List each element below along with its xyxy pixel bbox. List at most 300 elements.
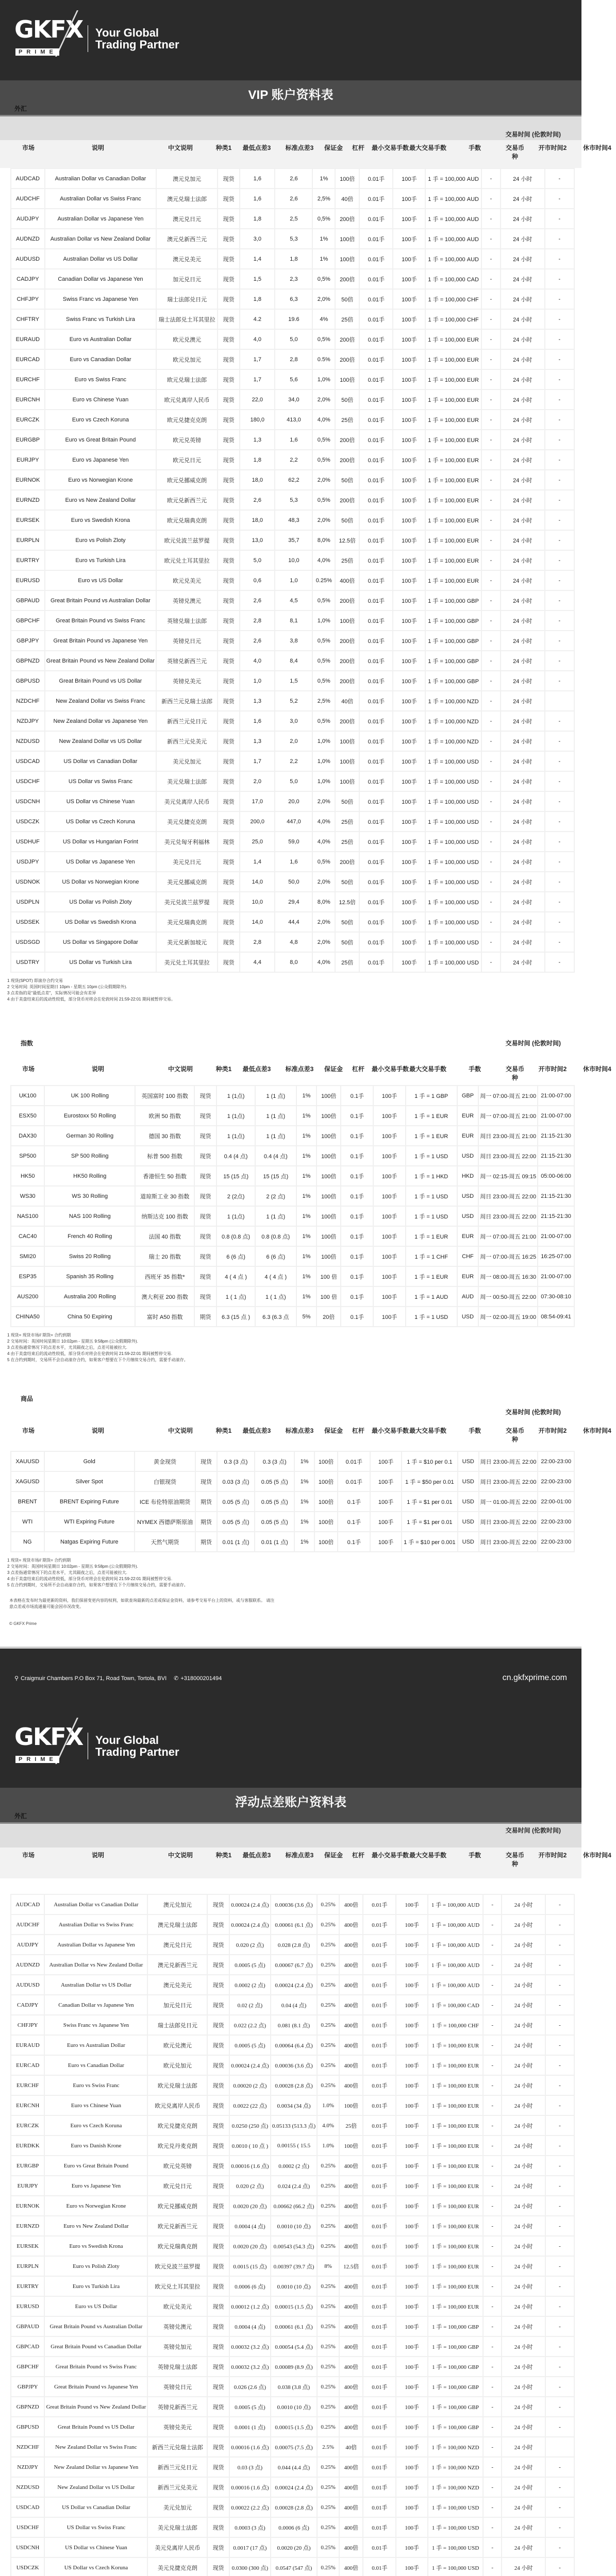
table-row <box>11 2316 574 2336</box>
table-cell: 1 (1 点) <box>255 1106 296 1126</box>
table-row <box>11 2497 574 2517</box>
table-cell: 24 小时 <box>501 771 545 791</box>
table-cell: EURSEK <box>11 2236 44 2256</box>
table-cell: 24 小时 <box>502 2497 545 2517</box>
table-cell: 22:00-23:00 <box>538 1451 574 1471</box>
table-cell: 24 小时 <box>501 410 545 430</box>
phone[interactable]: ✆ +318000201494 <box>174 1675 222 1682</box>
table-cell: 5,0 <box>275 329 312 349</box>
table-cell: US Dollar vs Singapore Dollar <box>45 932 156 952</box>
table-cell: 0.25% <box>317 2176 339 2196</box>
table-cell: 200倍 <box>335 430 359 450</box>
table-cell: - <box>545 872 574 892</box>
table-cell: 24 小时 <box>502 2216 545 2236</box>
table-cell: 0.00024 (2.4 点) <box>229 2055 271 2075</box>
table-cell: 0.0020 (20 点) <box>271 2537 317 2557</box>
table-cell: - <box>481 209 501 229</box>
table-cell: 1,3 <box>240 731 275 751</box>
table-cell: 0,5% <box>312 852 335 872</box>
table-cell: 400倍 <box>339 2316 363 2336</box>
table-row <box>11 168 574 189</box>
table-cell: 1 手 = 1 EUR <box>406 1106 457 1126</box>
table-cell: 0.01手 <box>359 872 393 892</box>
footnote: 1 现货= 现货市场// 期货= 合约到期 <box>7 1558 71 1563</box>
vip-commodities-head: 商品 交易时间 (伦敦时间) 市场 说明 中文说明 种类1 最低点差3 标准点差3 保证金 杠杆 最小交易手数 最大交易手数 手数 交易币种 开市时间2 休市时间4 <box>0 1379 581 1440</box>
table-cell: 100手 <box>393 369 425 389</box>
table-cell: 1,4 <box>240 249 275 269</box>
table-cell: 0.01手 <box>338 1451 370 1471</box>
table-cell: 400倍 <box>339 2075 363 2095</box>
table-row <box>11 430 574 450</box>
table-cell: Euro vs Turkish Lira <box>45 550 156 570</box>
table-cell: 100手 <box>370 1492 402 1512</box>
table-row <box>11 912 574 932</box>
table-cell: 1 手 = 100,000 GBP <box>428 2316 483 2336</box>
table-cell: Euro vs Canadian Dollar <box>44 2055 147 2075</box>
table-cell: 1% <box>296 1126 317 1146</box>
brand-tagline: Your Global Trading Partner <box>95 1733 179 1758</box>
table-cell: 100手 <box>373 1086 405 1106</box>
table-cell: 100手 <box>370 1471 402 1492</box>
table-cell: 1 手 = $1 per 0.01 <box>402 1492 458 1512</box>
table-cell: 24 小时 <box>502 2537 545 2557</box>
table-cell: - <box>481 510 501 530</box>
table-cell: - <box>545 2055 574 2075</box>
table-cell: 0.25% <box>317 2457 339 2477</box>
table-cell: 24 小时 <box>502 2377 545 2397</box>
table-cell: 1 手 = 100,000 EUR <box>428 2115 483 2136</box>
table-cell: New Zealand Dollar vs Swiss Franc <box>44 2437 147 2457</box>
table-cell: - <box>545 2557 574 2576</box>
table-cell: 24 小时 <box>502 1894 545 1914</box>
table-cell: 0.25% <box>317 1995 339 2015</box>
table-cell: 0.01手 <box>359 852 393 872</box>
table-cell: 现货 <box>194 1206 217 1226</box>
table-cell: - <box>481 711 501 731</box>
table-cell: 现货 <box>218 711 240 731</box>
table-cell: 0,5% <box>312 590 335 611</box>
table-cell: 1 手 = 1 HKD <box>406 1166 457 1186</box>
table-cell: - <box>545 1935 574 1955</box>
table-cell: - <box>545 2156 574 2176</box>
table-cell: 24 小时 <box>501 711 545 731</box>
table-cell: USDNOK <box>11 872 45 892</box>
table-cell: 现货 <box>195 1451 217 1471</box>
table-cell: Euro vs Chinese Yuan <box>45 389 156 410</box>
table-cell: 现货 <box>207 2457 229 2477</box>
table-cell: 澳元兑日元 <box>156 209 218 229</box>
table-cell: - <box>483 1955 502 1975</box>
table-cell: 0.01手 <box>359 550 393 570</box>
table-cell: 100手 <box>396 2537 428 2557</box>
table-cell: 24 小时 <box>502 2336 545 2357</box>
table-row <box>11 490 574 510</box>
table-cell: 10,0 <box>240 892 275 912</box>
table-cell: - <box>481 410 501 430</box>
table-cell: 期货 <box>194 1307 217 1327</box>
table-cell: 100倍 <box>335 168 359 189</box>
table-cell: - <box>483 2437 502 2457</box>
table-cell: Australian Dollar vs New Zealand Dollar <box>44 1955 147 1975</box>
table-cell: - <box>481 349 501 369</box>
column-header: 交易币种 <box>505 1427 524 1443</box>
table-cell: - <box>545 2256 574 2276</box>
table-cell: 1,8 <box>240 209 275 229</box>
table-cell: 1,5 <box>240 269 275 289</box>
table-cell: 1 手 = $50 per 0.01 <box>402 1471 458 1492</box>
table-cell: 富时 A50 指数 <box>135 1307 194 1327</box>
column-header: 交易币种 <box>505 1065 524 1081</box>
table-cell: 2,8 <box>275 349 312 369</box>
table-cell: 1 手 = 100,000 CHF <box>428 2015 483 2035</box>
table-cell: 100手 <box>393 631 425 651</box>
table-cell: 0.1手 <box>341 1246 373 1266</box>
table-cell: 44,4 <box>275 912 312 932</box>
table-cell: 美元兑离岸人民币 <box>147 2537 207 2557</box>
table-cell: 100手 <box>396 2095 428 2115</box>
table-cell: 21:00-07:00 <box>538 1106 574 1126</box>
table-cell: 17,0 <box>240 791 275 811</box>
table-cell: 1 手 = 100,000 AUD <box>425 189 481 209</box>
table-cell: - <box>545 450 574 470</box>
table-cell: 1% <box>294 1492 314 1512</box>
table-cell: 周一 07:00-周五 21:00 <box>478 1106 538 1126</box>
table-cell: - <box>483 1894 502 1914</box>
table-cell: 100手 <box>396 2216 428 2236</box>
table-cell: 0.0020 (20 点) <box>229 2236 271 2256</box>
table-cell: 5,2 <box>275 691 312 711</box>
table-cell: 4,0 <box>240 329 275 349</box>
table-cell: - <box>545 2035 574 2055</box>
table-cell: 0.01手 <box>363 2457 396 2477</box>
table-cell: Euro vs New Zealand Dollar <box>44 2216 147 2236</box>
footnote: 2 交易时间: 英国时间星期日 10pm - 星期五 10pm (公众假期除外). <box>7 985 127 989</box>
table-cell: 1 手 = $10 per 0.1 <box>402 1451 458 1471</box>
table-cell: Euro vs Japanese Yen <box>44 2176 147 2196</box>
table-cell: UK 100 Rolling <box>44 1086 135 1106</box>
table-cell: 0.01手 <box>359 530 393 550</box>
table-cell <box>545 691 574 711</box>
table-cell: 0.0022 (22 点) <box>229 2095 271 2115</box>
table-cell: 100手 <box>393 329 425 349</box>
table-cell: - <box>481 369 501 389</box>
table-cell: GBPCHF <box>11 2357 44 2377</box>
table-row <box>11 711 574 731</box>
table-cell: - <box>481 631 501 651</box>
website-link[interactable]: cn.gkfxprime.com <box>502 1673 567 1682</box>
table-row <box>11 289 574 309</box>
table-row <box>11 530 574 550</box>
table-cell: 400倍 <box>339 2497 363 2517</box>
table-cell: - <box>545 2216 574 2236</box>
table-cell: 周一 07:00-周五 21:00 <box>478 1226 538 1246</box>
table-cell: 0.0004 (4 点) <box>229 2216 271 2236</box>
table-row <box>11 2176 574 2196</box>
table-cell: - <box>483 2035 502 2055</box>
table-cell: - <box>483 2457 502 2477</box>
table-cell: 24 小时 <box>501 872 545 892</box>
table-cell: 0.00015 (1.5 点) <box>271 2296 317 2316</box>
table-cell: 0.5% <box>312 349 335 369</box>
table-cell: 现货 <box>218 932 240 952</box>
table-cell: 0.00067 (6.7 点) <box>271 1955 317 1975</box>
table-cell: 100倍 <box>317 1226 341 1246</box>
table-cell: 4,5 <box>275 590 312 611</box>
table-cell: - <box>545 711 574 731</box>
table-cell: - <box>481 651 501 671</box>
table-cell: 400倍 <box>339 1955 363 1975</box>
column-header: 说明 <box>91 1427 104 1434</box>
footnote: 1 现货(SPOT) 即滚存合约交易 <box>7 978 63 983</box>
table-cell: 0.01手 <box>359 490 393 510</box>
table-cell: 期货 <box>195 1492 217 1512</box>
table-cell: GBPCHF <box>11 611 45 631</box>
table-cell: 0.0006 (6 点) <box>271 2517 317 2537</box>
table-cell: - <box>483 2336 502 2357</box>
table-cell: 24 小时 <box>502 1975 545 1995</box>
table-cell: 25倍 <box>335 309 359 329</box>
table-row <box>11 1995 574 2015</box>
table-cell: 4,8 <box>275 932 312 952</box>
trading-hours-band: 交易时间 (伦敦时间) <box>0 1824 581 1848</box>
table-cell: EURGBP <box>11 430 45 450</box>
table-cell: - <box>545 2537 574 2557</box>
table-cell: - <box>545 2497 574 2517</box>
table-cell: 24 小时 <box>502 2316 545 2336</box>
table-cell: US Dollar vs Swiss Franc <box>45 771 156 791</box>
table-cell: 现货 <box>218 450 240 470</box>
table-cell: 100手 <box>396 2437 428 2457</box>
column-header: 最低点差3 <box>242 1065 271 1073</box>
table-cell: - <box>483 2196 502 2216</box>
table-cell: 1,6 <box>240 168 275 189</box>
table-row <box>11 731 574 751</box>
table-cell: 0.01手 <box>359 209 393 229</box>
table-cell: US Dollar vs Chinese Yuan <box>44 2537 147 2557</box>
table-cell: 400倍 <box>339 2015 363 2035</box>
table-cell: 24 小时 <box>502 2437 545 2457</box>
column-header: 市场 <box>22 144 35 151</box>
table-cell: 新西兰元兑瑞士法郎 <box>156 691 218 711</box>
gkfx-logo-icon: GKFX PRIME <box>14 10 80 67</box>
footnote: 3 点差指通常情况下的点差水平，尤其隔夜之后，点差可能被拉大. <box>7 1570 127 1575</box>
table-cell: 100手 <box>396 2377 428 2397</box>
column-header: 开市时间2 <box>538 1852 567 1859</box>
table-row <box>11 2417 574 2437</box>
table-cell: 100手 <box>396 1995 428 2015</box>
table-cell: 0.00015 (1.5 点) <box>271 2417 317 2437</box>
table-cell: 24 小时 <box>502 1955 545 1975</box>
table-cell: 100手 <box>393 912 425 932</box>
table-cell: 1 手 = 100,000 EUR <box>425 470 481 490</box>
table-cell: 周日 23:00-周五 22:00 <box>478 1186 538 1206</box>
page-title: VIP 账户资料表 外汇 <box>0 80 581 116</box>
table-cell: 100手 <box>396 1914 428 1935</box>
table-cell: 0.25% <box>317 1955 339 1975</box>
column-header: 中文说明 <box>168 1427 193 1434</box>
table-cell: 1 手 = 100,000 USD <box>428 2517 483 2537</box>
table-cell: EURNZD <box>11 2216 44 2236</box>
table-cell: 0.25% <box>317 2377 339 2397</box>
table-cell: 2,8 <box>240 932 275 952</box>
table-cell: 0.25% <box>317 2236 339 2256</box>
table-cell: - <box>545 1955 574 1975</box>
table-cell: 0.0010 (10 点) <box>271 2276 317 2296</box>
table-cell: 0.044 (4.4 点) <box>271 2457 317 2477</box>
table-cell: 100手 <box>373 1186 405 1206</box>
table-cell: 100手 <box>393 490 425 510</box>
table-cell: 0.01手 <box>359 651 393 671</box>
table-cell: - <box>545 2377 574 2397</box>
table-cell: 100手 <box>393 349 425 369</box>
table-cell: UK100 <box>11 1086 44 1106</box>
table-cell: 英镑兑新西兰元 <box>147 2397 207 2417</box>
table-cell: 0.0003 (3 点) <box>229 2517 271 2537</box>
table-cell: 100手 <box>373 1166 405 1186</box>
table-cell: 400倍 <box>339 2537 363 2557</box>
table-cell: 欧元兑瑞典克朗 <box>156 510 218 530</box>
table-cell: 0.00024 (2.4 点) <box>229 1914 271 1935</box>
column-header: 中文说明 <box>168 144 193 151</box>
table-cell: XAGUSD <box>11 1471 44 1492</box>
table-cell: 5,3 <box>275 229 312 249</box>
table-cell: USD <box>458 1532 479 1552</box>
table-cell: 0.01手 <box>359 349 393 369</box>
table-cell: 0.01手 <box>359 811 393 832</box>
table-cell: 24 小时 <box>501 912 545 932</box>
table-cell: - <box>483 1935 502 1955</box>
table-cell: 24 小时 <box>501 450 545 470</box>
table-cell: 100倍 <box>314 1471 338 1492</box>
table-cell: 0.01手 <box>363 1955 396 1975</box>
table-cell: EURDKK <box>11 2136 44 2156</box>
table-cell: 现货 <box>218 329 240 349</box>
table-cell: 0.01手 <box>359 289 393 309</box>
table-row <box>11 2035 574 2055</box>
table-cell: - <box>545 852 574 872</box>
table-cell: GBPAUD <box>11 590 45 611</box>
table-cell: 1 手 = 100,000 NZD <box>425 731 481 751</box>
table-cell: 现货 <box>207 2477 229 2497</box>
table-cell: 美元兑挪威克朗 <box>156 872 218 892</box>
table-cell: 0.05 (5 点) <box>255 1471 294 1492</box>
table-cell: USD <box>457 1206 479 1226</box>
table-cell: 0.01手 <box>363 2276 396 2296</box>
table-cell: 1,7 <box>240 751 275 771</box>
footnote: 5 在合约到期时，交易所不会自动滚存合约，如果客户想要在下个月继续交易合约，需要手动滚存。 <box>7 1358 188 1362</box>
table-cell: 澳元兑新西兰元 <box>156 229 218 249</box>
column-header: 手数 <box>468 1427 481 1434</box>
table-cell: 24 小时 <box>501 369 545 389</box>
table-cell: 1 手 = 100,000 EUR <box>428 2236 483 2256</box>
table-cell: 22:00-23:00 <box>538 1532 574 1552</box>
table-cell: 24 小时 <box>501 932 545 952</box>
table-cell: WS 30 Rolling <box>44 1186 135 1206</box>
table-cell: 6.3 (15 点 ) <box>217 1307 255 1327</box>
footnote: 4 由于美盘结束后的流动性较低，部分货币对将会在伦敦时间 21:59-22:01 期间被暂停交易。 <box>7 997 175 1002</box>
table-cell: 纳斯达克 100 指数 <box>135 1206 194 1226</box>
table-row <box>11 2015 574 2035</box>
table-cell: 0.25% <box>317 2477 339 2497</box>
table-cell: 3,8 <box>275 631 312 651</box>
table-cell: 0.0005 (5 点) <box>229 2035 271 2055</box>
table-cell: 澳元兑加元 <box>147 1894 207 1914</box>
header-bar <box>0 0 581 80</box>
table-cell: 现货 <box>218 651 240 671</box>
table-cell: 1,6 <box>240 189 275 209</box>
table-cell: USDJPY <box>11 852 45 872</box>
table-cell: 0.05 (5 点) <box>217 1512 255 1532</box>
table-cell: 0.01手 <box>359 711 393 731</box>
table-cell: 24 小时 <box>501 209 545 229</box>
table-cell: 现货 <box>218 832 240 852</box>
table-cell: HK50 <box>11 1166 44 1186</box>
table-cell: 1 手 = 100,000 USD <box>425 791 481 811</box>
table-cell: 1,0% <box>312 771 335 791</box>
table-cell: 24 小时 <box>502 1914 545 1935</box>
table-cell <box>545 2437 574 2457</box>
table-cell: 现货 <box>207 2236 229 2256</box>
table-cell: EURCZK <box>11 2115 44 2136</box>
table-row <box>11 2256 574 2276</box>
table-cell: 24 小时 <box>501 470 545 490</box>
table-cell: - <box>545 731 574 751</box>
table-cell: 400倍 <box>339 2357 363 2377</box>
table-cell: EURAUD <box>11 329 45 349</box>
table-cell: 24 小时 <box>502 2457 545 2477</box>
table-cell: 1 手 = 100,000 EUR <box>425 410 481 430</box>
table-cell: - <box>481 490 501 510</box>
column-header: 说明 <box>91 1852 104 1859</box>
table-cell: 期货 <box>195 1512 217 1532</box>
table-cell: 0.01手 <box>363 2437 396 2457</box>
column-header: 中文说明 <box>168 1065 193 1073</box>
table-cell: - <box>483 2136 502 2156</box>
table-cell: 现货 <box>207 2336 229 2357</box>
table-cell: Euro vs US Dollar <box>45 570 156 590</box>
table-cell: 400倍 <box>335 570 359 590</box>
table-cell: 100手 <box>373 1106 405 1126</box>
table-cell: - <box>545 2477 574 2497</box>
table-cell: - <box>481 249 501 269</box>
table-cell: 0.01手 <box>359 189 393 209</box>
table-cell: 美元兑匈牙利福林 <box>156 832 218 852</box>
column-header: 种类1 <box>215 144 232 151</box>
table-cell: EURTRY <box>11 2276 44 2296</box>
table-cell: 0.00543 (54.3 点) <box>271 2236 317 2256</box>
table-cell: 现货 <box>218 590 240 611</box>
table-cell: 100手 <box>393 269 425 289</box>
table-cell: 1 手 = 100,000 USD <box>428 2497 483 2517</box>
table-cell: 2,0% <box>312 791 335 811</box>
table-cell: 50,0 <box>275 872 312 892</box>
table-cell: - <box>481 450 501 470</box>
table-cell: 200倍 <box>335 651 359 671</box>
table-cell: 100手 <box>393 611 425 631</box>
column-header: 手数 <box>468 1852 481 1859</box>
column-header: 市场 <box>22 1427 35 1434</box>
table-cell: - <box>483 2256 502 2276</box>
table-cell: - <box>545 2095 574 2115</box>
table-cell: 1% <box>296 1286 317 1307</box>
table-cell: HKD <box>457 1166 479 1186</box>
table-cell: 100手 <box>373 1226 405 1246</box>
table-cell: 0.0300 (300 点) <box>229 2557 271 2576</box>
table-cell: Euro vs Norwegian Krone <box>44 2196 147 2216</box>
table-cell: 周日 23:00-周五 22:00 <box>478 1146 538 1166</box>
table-cell: USDCAD <box>11 2497 44 2517</box>
table-cell: 新西兰元兑日元 <box>147 2457 207 2477</box>
